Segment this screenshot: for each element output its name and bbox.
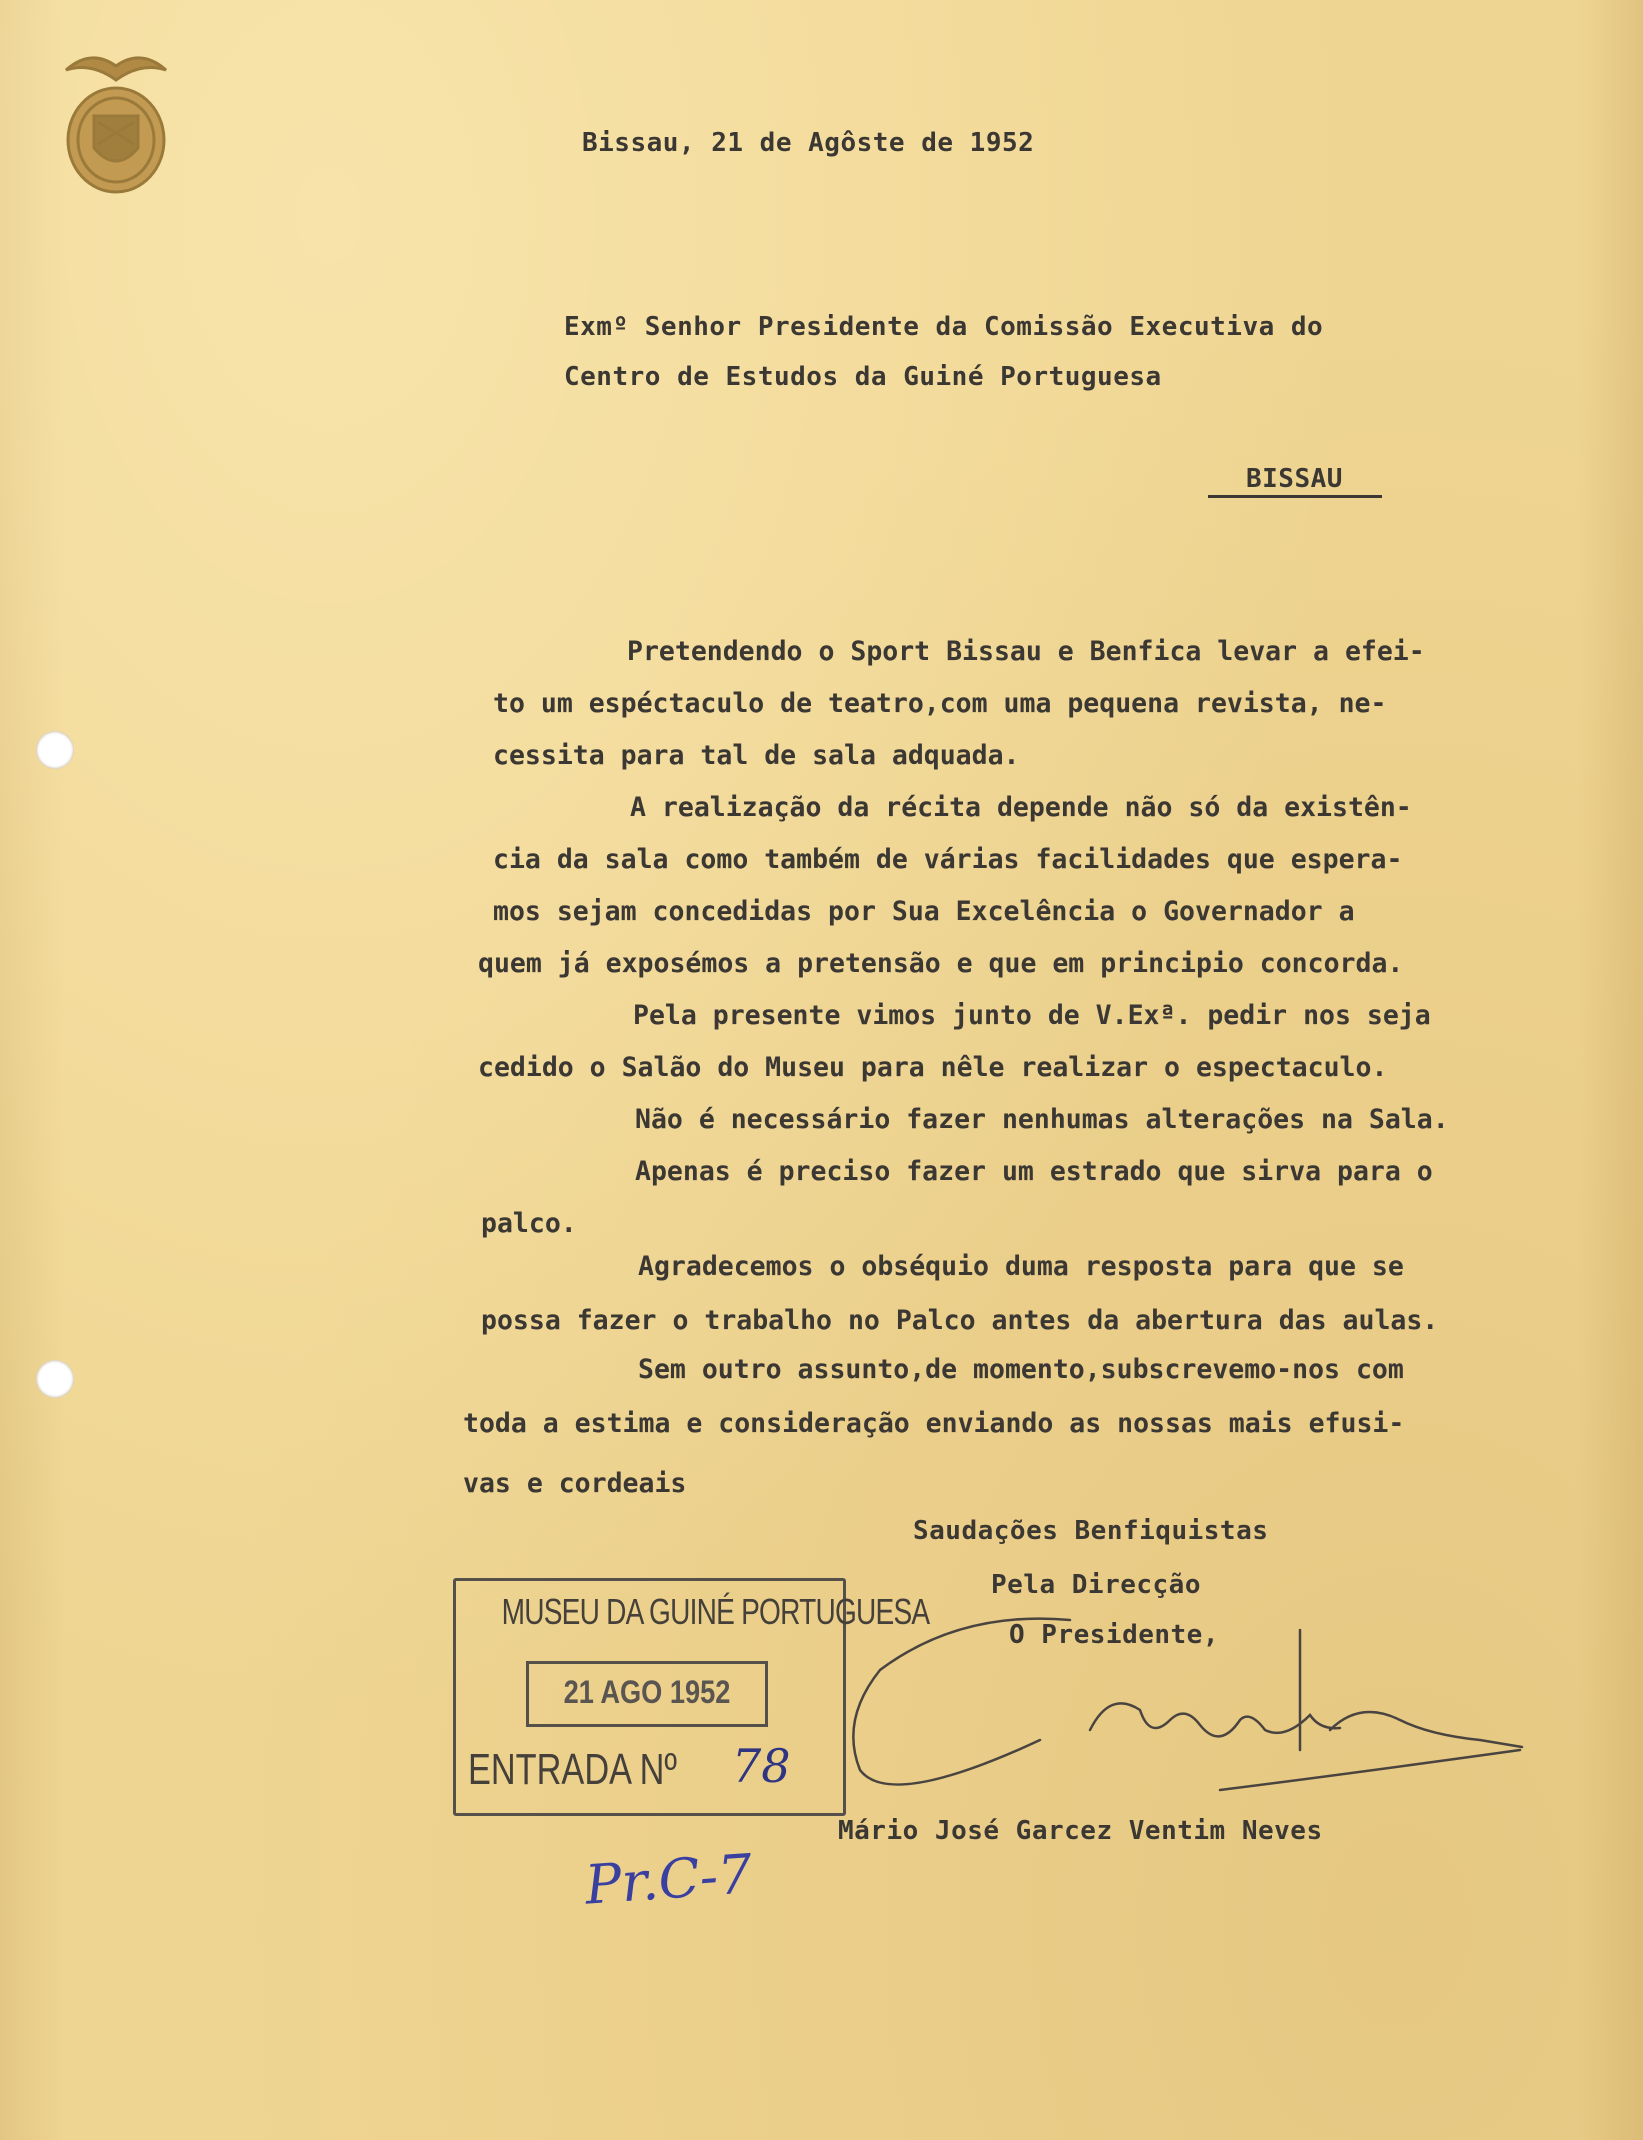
addressee-line-1: Exmº Senhor Presidente da Comissão Executiva do — [564, 312, 1324, 342]
stamp-date-box — [526, 1661, 768, 1727]
stamp-entry-number: 78 — [732, 1739, 791, 1793]
club-emblem-icon — [46, 40, 186, 200]
body-line: Apenas é preciso fazer um estrado que sirva para o — [635, 1156, 1433, 1187]
handwritten-reference: Pr.C-7 — [583, 1842, 755, 1917]
body-line: Pela presente vimos junto de V.Exª. pedir nos seja — [633, 1000, 1431, 1031]
stamp-entry-label: ENTRADA Nº — [468, 1745, 677, 1794]
body-line: cedido o Salão do Museu para nêle realizar o espectaculo. — [478, 1052, 1388, 1083]
signatory-name: Mário José Garcez Ventim Neves — [838, 1816, 1323, 1846]
body-line: Pretendendo o Sport Bissau e Benfica levar a efei- — [627, 636, 1425, 667]
body-line: toda a estima e consideração enviando as nossas mais efusi- — [463, 1408, 1405, 1439]
punch-hole-bottom — [36, 1360, 74, 1398]
punch-hole-top — [36, 731, 74, 769]
destination-underline — [1208, 495, 1382, 498]
museum-entry-stamp — [453, 1578, 930, 1816]
stamp-date: 21 AGO 1952 — [563, 1674, 731, 1710]
body-line: to um espéctaculo de teatro,com uma pequena revista, ne- — [493, 688, 1387, 719]
body-line: quem já exposémos a pretensão e que em principio concorda. — [478, 948, 1404, 979]
destination: BISSAU — [1246, 464, 1343, 494]
body-line: mos sejam concedidas por Sua Excelência o Governador a — [493, 896, 1355, 927]
closing-direction: Pela Direcção — [991, 1570, 1201, 1600]
body-line: cia da sala como também de várias facilidades que espera- — [493, 844, 1403, 875]
stamp-institution: MUSEU DA GUINÉ PORTUGUESA — [501, 1591, 930, 1632]
body-line: palco. — [481, 1208, 577, 1239]
letter-date: Bissau, 21 de Agôste de 1952 — [582, 128, 1035, 158]
body-line: Sem outro assunto,de momento,subscrevemo-nos com — [638, 1354, 1404, 1385]
body-line: Não é necessário fazer nenhumas alterações na Sala. — [635, 1104, 1449, 1135]
handwritten-signature — [840, 1610, 1540, 1810]
body-line: Agradecemos o obséquio duma resposta para que se — [638, 1251, 1404, 1282]
addressee-line-2: Centro de Estudos da Guiné Portuguesa — [564, 362, 1162, 392]
body-line: A realização da récita depende não só da existên- — [630, 792, 1412, 823]
body-line: cessita para tal de sala adquada. — [493, 740, 1020, 771]
body-line: possa fazer o trabalho no Palco antes da abertura das aulas. — [481, 1305, 1439, 1336]
body-line: vas e cordeais — [463, 1468, 687, 1499]
closing-president: O Presidente, — [1009, 1620, 1219, 1650]
closing-greeting: Saudações Benfiquistas — [913, 1516, 1269, 1546]
